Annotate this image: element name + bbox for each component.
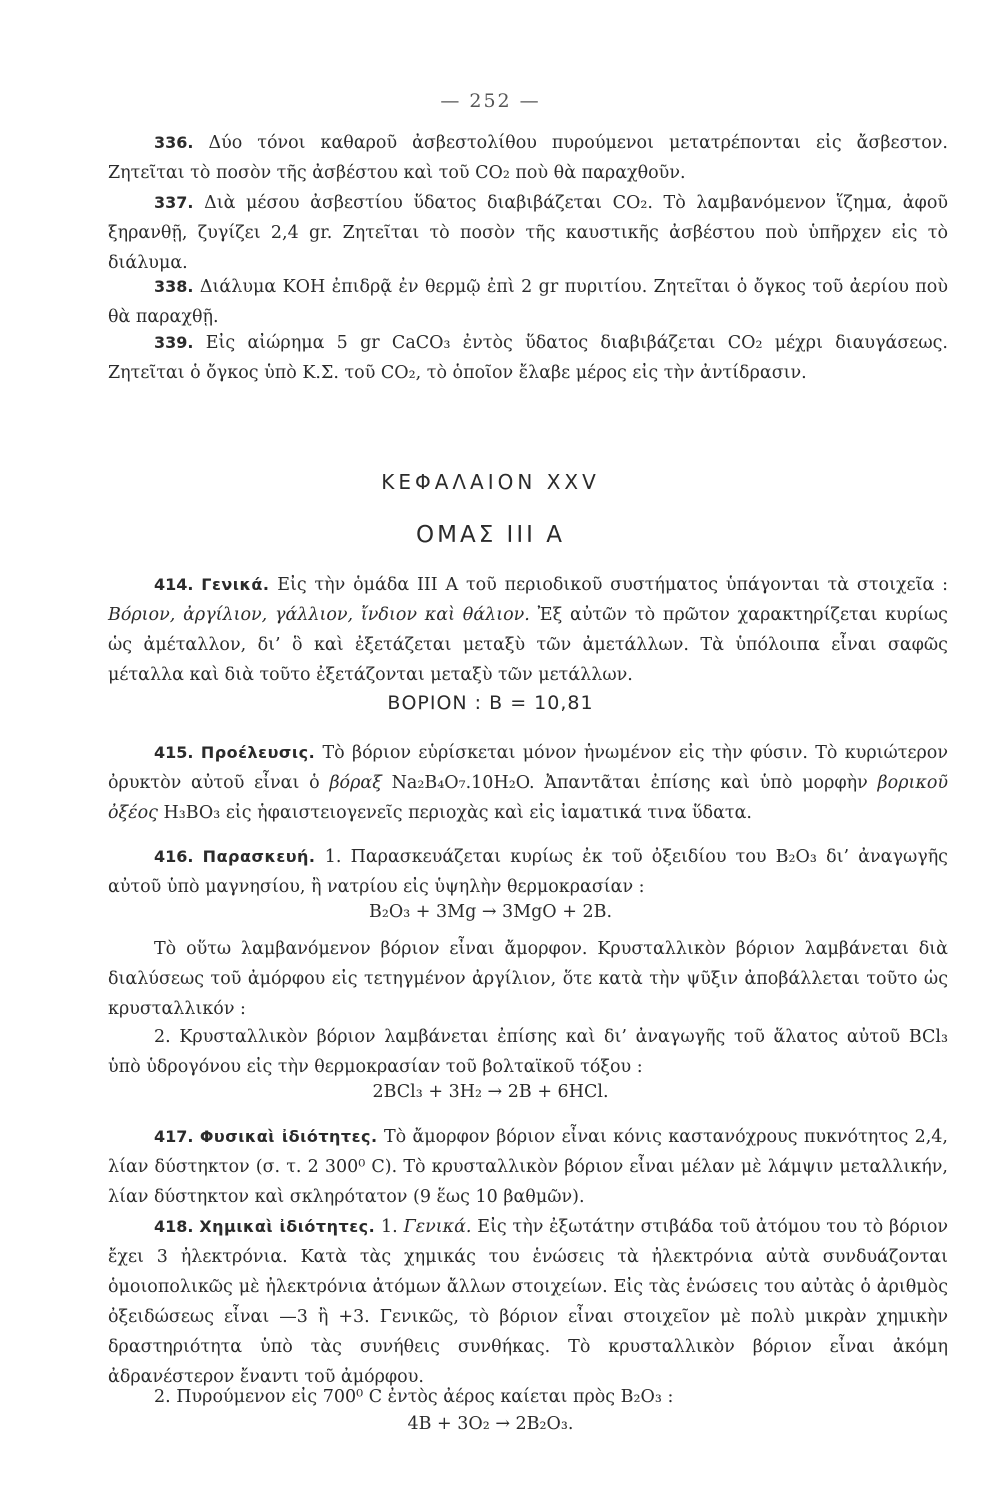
borax-term: βόραξ <box>329 773 382 793</box>
problem-text: Εἰς αἰώρημα 5 gr CaCO₃ ἐντὸς ὕδατος διαβιβάζεται CO₂ μέχρι διαυγάσεως. Ζητεῖται ὁ ὄγκος ὑπὸ Κ.Σ. τοῦ CO₂, τὸ ὁποῖον ἔλαβε μέρος εἰς τὴν ἀντίδρασιν. <box>108 333 948 383</box>
problem-text: Διὰ μέσου ἀσβεστίου ὕδατος διαβιβάζεται CO₂. Τὸ λαμβανόμενον ἵζημα, ἀφοῦ ξηρανθῇ, ζυγίζει 2,4 gr. Ζητεῖται τὸ ποσὸν τῆς καυστικῆς ἀσβέστου ποὺ ὑπῆρχεν εἰς τὸ διάλυμα. <box>108 193 948 273</box>
section-text-3: H₃BO₃ εἰς ἡφαιστειογενεῖς περιοχὰς καὶ εἰς ἰαματικά τινα ὕδατα. <box>157 803 752 823</box>
boron-header: ΒΟΡΙΟΝ : Β = 10,81 <box>387 692 594 714</box>
problem-number: 338. <box>154 277 194 296</box>
section-416-paragraph-2: Τὸ οὕτω λαμβανόμενον βόριον εἶναι ἄμορφον. Κρυσταλλικὸν βόριον λαμβάνεται διὰ διαλύσεως τοῦ ἀμόρφου εἰς τετηγμένον ἀργίλιον, ὅτε κατὰ τὴν ψῦξιν ἀποβάλλεται τοῦτο ὡς κρυσταλλικόν : <box>108 939 948 1019</box>
section-text: Τὸ βόριον εὑρίσκεται μόνον ἡνωμένον εἰς τὴν φύσιν. Τὸ κυριώτερον ὀρυκτὸν αὐτοῦ εἶναι ὁ <box>108 743 948 793</box>
problem-336 <box>108 128 948 188</box>
section-text: 1. <box>375 1217 404 1237</box>
problem-number: 337. <box>154 193 194 212</box>
section-text-2: Ἐξ αὐτῶν τὸ πρῶτον χαρακτηρίζεται κυρίως ὡς ἀμέταλλον, δι’ ὃ καὶ ἐξετάζεται μεταξὺ τῶν ἀμετάλλων. Τὰ ὑπόλοιπα εἶναι σαφῶς μέταλλα καὶ διὰ τοῦτο ἐξετάζονται μεταξὺ τῶν μετάλλων. <box>108 605 948 685</box>
problem-number: 339. <box>154 333 194 352</box>
section-heading: Παρασκευή. <box>202 847 316 866</box>
equation-2: 2BCl₃ + 3H₂ → 2B + 6HCl. <box>372 1082 609 1102</box>
section-414 <box>108 570 948 690</box>
section-text-2: Εἰς τὴν ἐξωτάτην στιβάδα τοῦ ἀτόμου του τὸ βόριον ἔχει 3 ἠλεκτρόνια. Κατὰ τὰς χημικάς του ἑνώσεις τὰ ἠλεκτρόνια αὐτὰ συνδυάζονται ὁμοιοπολικῶς μὲ ἠλεκτρόνια ἀτόμων ἄλλων στοιχείων. Εἰς τὰς ἑνώσεις του αὐτὰς ὁ ἀριθμὸς ὀξειδώσεως εἶναι —3 ἢ +3. Γενικῶς, τὸ βόριον εἶναι στοιχεῖον μὲ πολὺ μικρὰν χημικὴν δραστηριότητα ὑπὸ τὰς συνήθεις συνθήκας. Τὸ κρυσταλλικὸν βόριον εἶναι ἀκόμη ἀδρανέστερον ἔναντι τοῦ ἀμόρφου. <box>108 1217 948 1387</box>
section-number: 418. <box>154 1217 194 1236</box>
problem-text: Δύο τόνοι καθαροῦ ἀσβεστολίθου πυρούμενοι μετατρέπονται εἰς ἄσβεστον. Ζητεῖται τὸ ποσὸν τῆς ἀσβέστου καὶ τοῦ CO₂ ποὺ θὰ παραχθοῦν. <box>108 133 948 183</box>
section-heading: Χημικαὶ ἰδιότητες. <box>199 1217 376 1236</box>
section-418-paragraph-2: 2. Πυρούμενον εἰς 700⁰ C ἐντὸς ἀέρος καίεται πρὸς B₂O₃ : <box>154 1387 674 1407</box>
problem-338 <box>108 272 948 332</box>
section-text: 1. Παρασκευάζεται κυρίως ἐκ τοῦ ὀξειδίου του B₂O₃ δι’ ἀναγωγῆς αὐτοῦ ὑπὸ μαγνησίου, ἢ νατρίου εἰς ὑψηλὴν θερμοκρασίαν : <box>108 847 948 897</box>
section-416 <box>108 842 948 902</box>
boric-acid-term: βορικοῦ ὀξέος <box>108 773 948 823</box>
section-text: Εἰς τὴν ὁμάδα ΙΙΙ Α τοῦ περιοδικοῦ συστήματος ὑπάγονται τὰ στοιχεῖα : <box>269 575 948 595</box>
element-list: Βόριον, ἀργίλιον, γάλλιον, ἴνδιον καὶ θάλιον. <box>108 605 530 625</box>
section-heading: Προέλευσις. <box>200 743 316 762</box>
problem-text: Διάλυμα ΚΟΗ ἐπιδρᾷ ἐν θερμῷ ἐπὶ 2 gr πυριτίου. Ζητεῖται ὁ ὄγκος τοῦ ἀερίου ποὺ θὰ παραχθῇ. <box>108 277 948 327</box>
section-heading: Φυσικαὶ ἰδιότητες. <box>199 1127 378 1146</box>
section-417 <box>108 1122 948 1212</box>
section-text-2: Na₂B₄O₇.10H₂O. Ἀπαντᾶται ἐπίσης καὶ ὑπὸ μορφὴν <box>381 773 878 793</box>
problem-337 <box>108 188 948 278</box>
section-number: 416. <box>154 847 194 866</box>
section-heading: Γενικά. <box>201 575 270 594</box>
problem-number: 336. <box>154 133 194 152</box>
section-416-paragraph-3: 2. Κρυσταλλικὸν βόριον λαμβάνεται ἐπίσης καὶ δι’ ἀναγωγῆς τοῦ ἅλατος αὐτοῦ BCl₃ ὑπὸ ὑδρογόνου εἰς τὴν θερμοκρασίαν τοῦ βολταϊκοῦ τόξου : <box>108 1027 948 1077</box>
equation-1: B₂O₃ + 3Mg → 3MgO + 2B. <box>368 902 613 922</box>
section-number: 414. <box>154 575 194 594</box>
chapter-title: ΚΕΦΑΛΑΙΟΝ XXV <box>381 470 600 494</box>
group-title: ΟΜΑΣ ΙΙΙ Α <box>416 522 565 548</box>
problem-339 <box>108 328 948 388</box>
general-term: Γενικά. <box>403 1217 472 1237</box>
section-418 <box>108 1212 948 1392</box>
section-number: 415. <box>154 743 194 762</box>
page-number: — 252 — <box>440 90 541 112</box>
section-415 <box>108 738 948 828</box>
section-text: Τὸ ἄμορφον βόριον εἶναι κόνις καστανόχρους πυκνότητος 2,4, λίαν δύστηκτον (σ. τ. 2 300⁰ C). Τὸ κρυσταλλικὸν βόριον εἶναι μέλαν μὲ λάμψιν μεταλλικήν, λίαν δύστηκτον καὶ σκληρότατον (9 ἕως 10 βαθμῶν). <box>108 1127 948 1207</box>
equation-3: 4B + 3O₂ → 2B₂O₃. <box>407 1414 574 1434</box>
section-number: 417. <box>154 1127 194 1146</box>
